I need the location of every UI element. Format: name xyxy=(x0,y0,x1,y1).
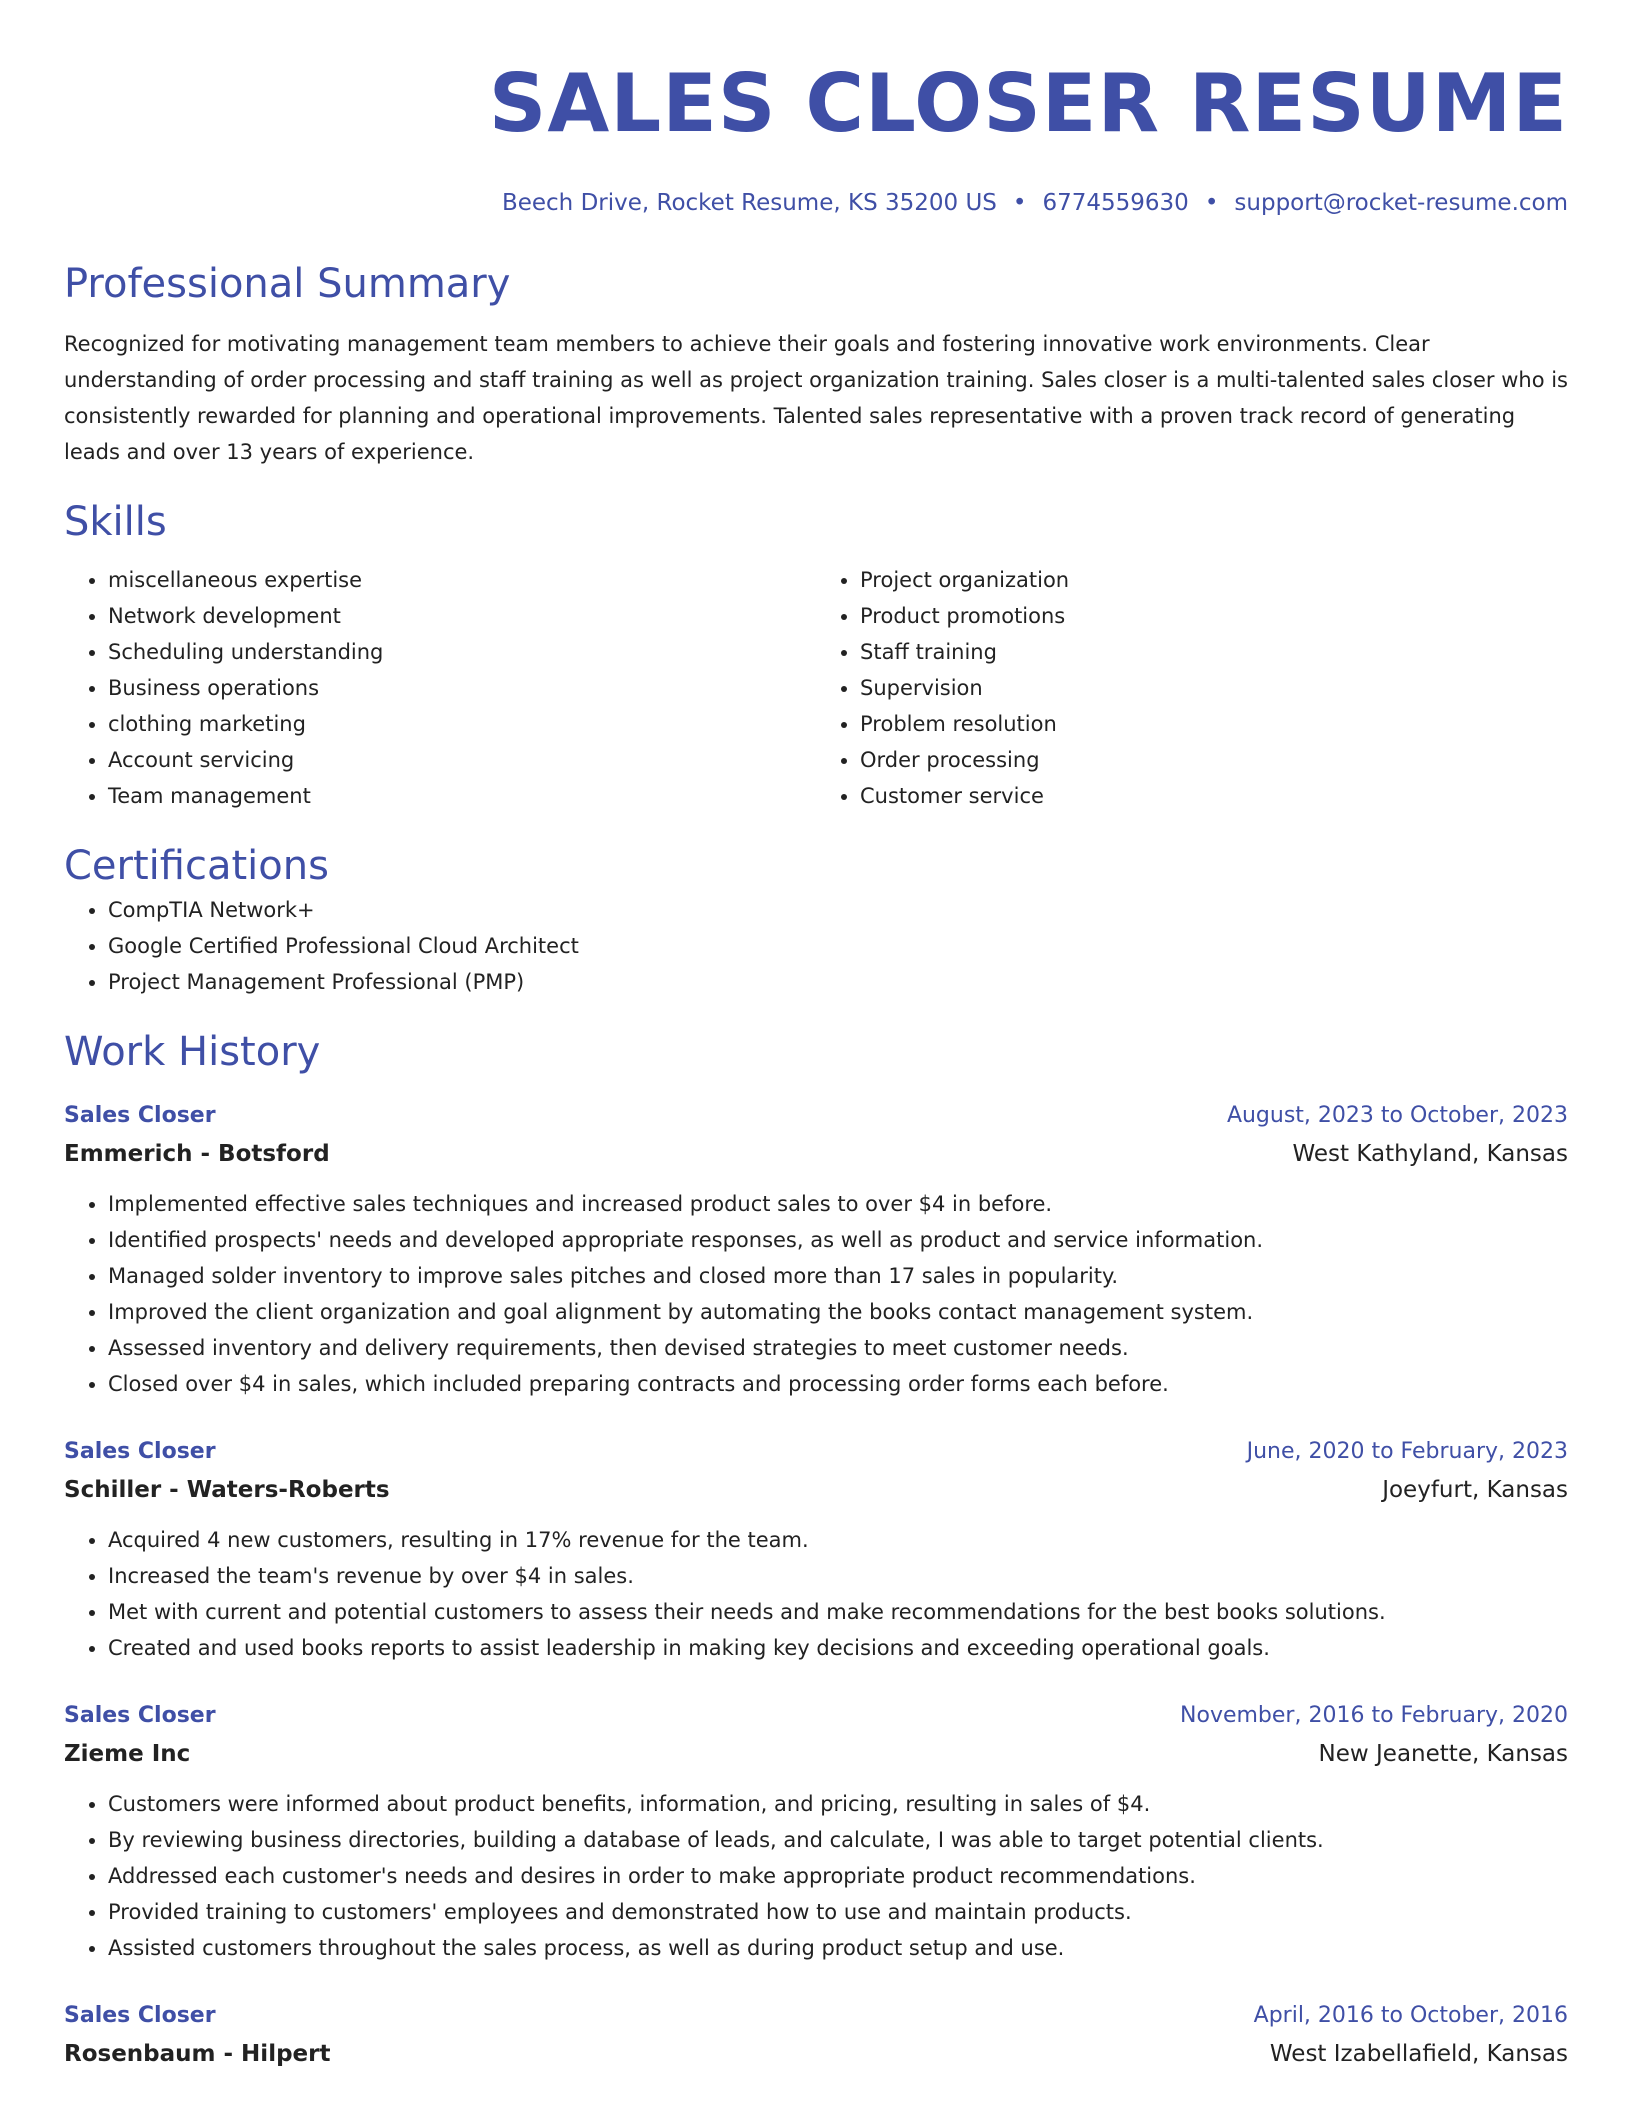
skill-item: • Network development xyxy=(108,598,816,634)
skills-left-list xyxy=(64,562,816,814)
job-role: Sales Closer xyxy=(64,1103,216,1128)
contact-address: Beech Drive, Rocket Resume, KS 35200 US xyxy=(501,190,997,216)
certification-item: • CompTIA Network+ xyxy=(108,892,1568,928)
job-bullet: • Created and used books reports to assist leadership in making key decisions and exceeding operational goals. xyxy=(108,1630,1568,1666)
job-entry xyxy=(64,1434,1568,1666)
job-bullet: • Increased the team's revenue by over $4 in sales. xyxy=(108,1558,1568,1594)
contact-email[interactable]: support@rocket-resume.com xyxy=(1234,190,1568,216)
job-header-row xyxy=(64,1098,1568,1134)
skills-columns xyxy=(64,562,1568,814)
job-header-row xyxy=(64,1698,1568,1734)
job-bullet: • By reviewing business directories, building a database of leads, and calculate, I was able to target potential clients. xyxy=(108,1822,1568,1858)
job-bullet: • Addressed each customer's needs and desires in order to make appropriate product recommendations. xyxy=(108,1858,1568,1894)
job-header-row xyxy=(64,1434,1568,1470)
skill-item: • Scheduling understanding xyxy=(108,634,816,670)
job-bullet: • Customers were informed about product benefits, information, and pricing, resulting in sales of $4. xyxy=(108,1786,1568,1822)
contact-separator: • xyxy=(1012,190,1027,216)
job-location: West Izabellafield, Kansas xyxy=(1269,2041,1568,2067)
skill-item: • clothing marketing xyxy=(108,706,816,742)
skill-item: • Order processing xyxy=(860,742,1568,778)
job-bullets xyxy=(64,1186,1568,1402)
job-company-row xyxy=(64,1734,1568,1774)
job-location: Joeyfurt, Kansas xyxy=(1382,1477,1568,1503)
job-dates: August, 2023 to October, 2023 xyxy=(1226,1103,1568,1128)
job-bullets xyxy=(64,1522,1568,1666)
job-bullet: • Met with current and potential customers to assess their needs and make recommendations for the best books solutions. xyxy=(108,1594,1568,1630)
skill-item: • Business operations xyxy=(108,670,816,706)
job-bullet: • Implemented effective sales techniques and increased product sales to over $4 in before. xyxy=(108,1186,1568,1222)
certifications-heading: Certifications xyxy=(64,843,329,889)
skill-item: • Product promotions xyxy=(860,598,1568,634)
job-entry xyxy=(64,1998,1568,2074)
job-bullet: • Improved the client organization and goal alignment by automating the books contact management system. xyxy=(108,1294,1568,1330)
certification-item: • Project Management Professional (PMP) xyxy=(108,964,1568,1000)
skill-item: • Project organization xyxy=(860,562,1568,598)
job-bullet: • Identified prospects' needs and developed appropriate responses, as well as product and service information. xyxy=(108,1222,1568,1258)
job-bullet: • Closed over $4 in sales, which included preparing contracts and processing order forms each before. xyxy=(108,1366,1568,1402)
certification-item: • Google Certified Professional Cloud Architect xyxy=(108,928,1568,964)
job-company-row xyxy=(64,1134,1568,1174)
job-role: Sales Closer xyxy=(64,1439,216,1464)
contact-separator: • xyxy=(1204,190,1219,216)
job-entry xyxy=(64,1698,1568,1966)
certifications-list xyxy=(64,892,1568,1000)
job-company: Rosenbaum - Hilpert xyxy=(64,2041,331,2067)
job-entry xyxy=(64,1098,1568,1402)
job-company: Emmerich - Botsford xyxy=(64,1141,330,1167)
job-bullets xyxy=(64,1786,1568,1966)
skill-item: • miscellaneous expertise xyxy=(108,562,816,598)
skill-item: • Account servicing xyxy=(108,742,816,778)
job-company-row xyxy=(64,1470,1568,1510)
job-bullet: • Acquired 4 new customers, resulting in 17% revenue for the team. xyxy=(108,1522,1568,1558)
job-company: Zieme Inc xyxy=(64,1741,191,1767)
job-header-row xyxy=(64,1998,1568,2034)
resume-title: SALES CLOSER RESUME xyxy=(488,57,1568,150)
job-bullet: • Provided training to customers' employees and demonstrated how to use and maintain products. xyxy=(108,1894,1568,1930)
skill-item: • Team management xyxy=(108,778,816,814)
skill-item: • Customer service xyxy=(860,778,1568,814)
job-company-row xyxy=(64,2034,1568,2074)
job-bullet: • Assessed inventory and delivery requirements, then devised strategies to meet customer needs. xyxy=(108,1330,1568,1366)
job-role: Sales Closer xyxy=(64,2003,216,2028)
summary-text: Recognized for motivating management team members to achieve their goals and fostering innovative work environments. Clear understanding of order processing and staff training as well as project organization training. Sales closer is a multi-talented sales closer who is consistently rewarded for planning and operational improvements. Talented sales representative with a proven track record of generating leads and over 13 years of experience. xyxy=(64,332,1568,464)
skill-item: • Problem resolution xyxy=(860,706,1568,742)
job-company: Schiller - Waters-Roberts xyxy=(64,1477,390,1503)
skills-right-list xyxy=(816,562,1568,814)
skill-item: • Staff training xyxy=(860,634,1568,670)
job-bullet: • Assisted customers throughout the sales process, as well as during product setup and use. xyxy=(108,1930,1568,1966)
skill-item: • Supervision xyxy=(860,670,1568,706)
job-location: West Kathyland, Kansas xyxy=(1292,1141,1568,1167)
work-history-heading: Work History xyxy=(64,1029,321,1075)
summary-heading: Professional Summary xyxy=(64,261,511,307)
job-dates: November, 2016 to February, 2020 xyxy=(1180,1703,1568,1728)
contact-line xyxy=(64,188,1568,218)
job-location: New Jeanette, Kansas xyxy=(1318,1741,1568,1767)
skills-heading: Skills xyxy=(64,499,167,545)
job-dates: April, 2016 to October, 2016 xyxy=(1253,2003,1568,2028)
contact-phone: 6774559630 xyxy=(1042,190,1189,216)
job-bullet: • Managed solder inventory to improve sales pitches and closed more than 17 sales in popularity. xyxy=(108,1258,1568,1294)
job-dates: June, 2020 to February, 2023 xyxy=(1246,1439,1568,1464)
job-role: Sales Closer xyxy=(64,1703,216,1728)
